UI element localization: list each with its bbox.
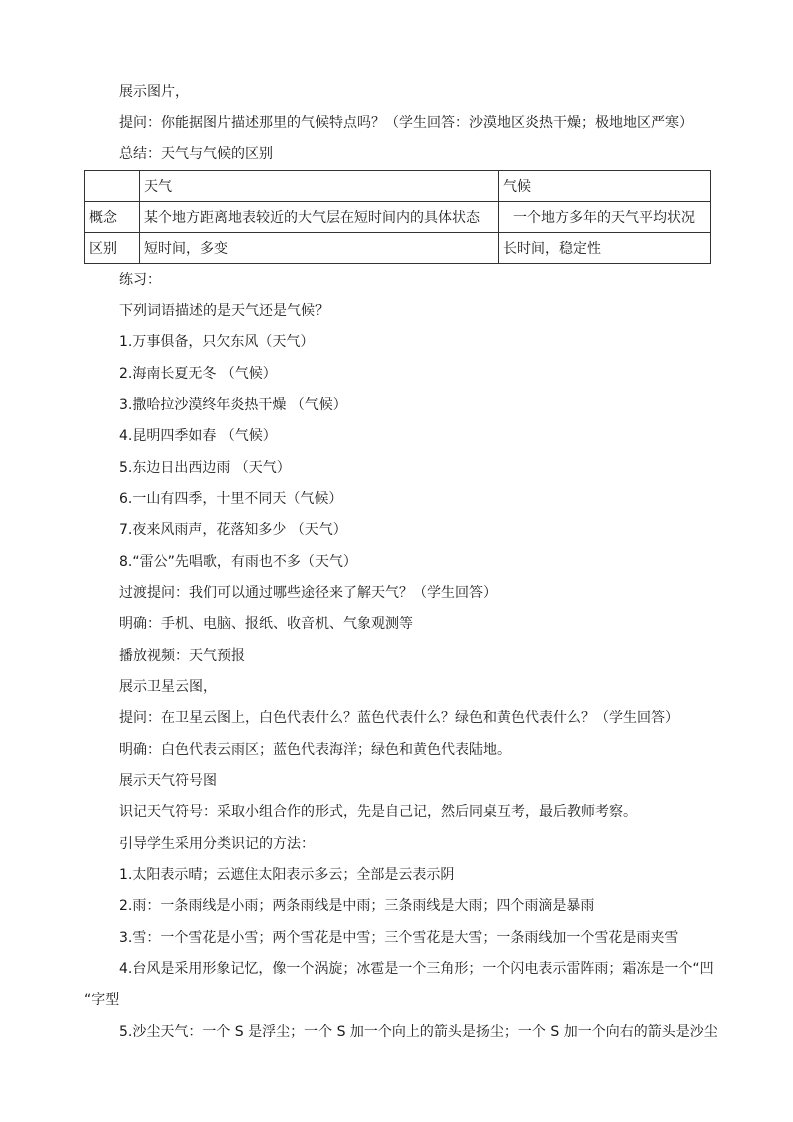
exercise-item: 8.“雷公”先唱歌，有雨也不多（天气） xyxy=(119,554,357,570)
row-label: 概念 xyxy=(85,202,140,233)
symbols-text: 展示天气符号图 xyxy=(119,773,217,789)
guide-text: 引导学生采用分类识记的方法： xyxy=(119,836,315,852)
summary-text: 总结：天气与气候的区别 xyxy=(119,146,273,162)
table-header-cell xyxy=(85,171,140,202)
row-label: 区别 xyxy=(85,233,140,264)
method-item-continued: “字型 xyxy=(84,992,120,1008)
question-text: 提问：你能据图片描述那里的气候特点吗？（学生回答：沙漠地区炎热干燥；极地地区严寒） xyxy=(119,115,693,131)
exercise-item: 5.东边日出西边雨 （天气） xyxy=(119,460,291,476)
table-header-cell: 天气 xyxy=(140,171,499,202)
show-picture-text: 展示图片， xyxy=(119,84,189,100)
exercise-item: 7.夜来风雨声，花落知多少 （天气） xyxy=(119,522,347,538)
table-row xyxy=(85,202,711,233)
question-text: 提问：在卫星云图上，白色代表什么？蓝色代表什么？绿色和黄色代表什么？（学生回答） xyxy=(119,710,679,726)
exercise-item: 2.海南长夏无冬 （气候） xyxy=(119,366,277,382)
climate-cell: 一个地方多年的天气平均状况 xyxy=(499,202,711,233)
exercise-item: 1.万事俱备，只欠东风（天气） xyxy=(119,334,315,350)
table-header-cell: 气候 xyxy=(499,171,711,202)
method-item: 4.台风是采用形象记忆，像一个涡旋；冰雹是一个三角形；一个闪电表示雷阵雨；霜冻是一个“凹 xyxy=(119,961,714,977)
method-item: 5.沙尘天气：一个 S 是浮尘；一个 S 加一个向上的箭头是扬尘；一个 S 加一个向右的箭头是沙尘 xyxy=(119,1024,718,1040)
exercise-item: 4.昆明四季如春 （气候） xyxy=(119,428,277,444)
weather-cell: 某个地方距离地表较近的大气层在短时间内的具体状态 xyxy=(140,202,499,233)
memorize-text: 识记天气符号：采取小组合作的形式，先是自己记，然后同桌互考，最后教师考察。 xyxy=(119,804,637,820)
table-row xyxy=(85,233,711,264)
exercise-title: 练习： xyxy=(119,272,161,288)
comparison-table xyxy=(84,170,711,264)
transition-question: 过渡提问：我们可以通过哪些途径来了解天气？（学生回答） xyxy=(119,585,497,601)
exercise-prompt: 下列词语描述的是天气还是气候？ xyxy=(119,303,329,319)
clarify-text: 明确：白色代表云雨区；蓝色代表海洋；绿色和黄色代表陆地。 xyxy=(119,742,511,758)
exercise-item: 3.撒哈拉沙漠终年炎热干燥 （气候） xyxy=(119,397,347,413)
method-item: 2.雨：一条雨线是小雨；两条雨线是中雨；三条雨线是大雨；四个雨滴是暴雨 xyxy=(119,898,595,914)
clarify-text: 明确：手机、电脑、报纸、收音机、气象观测等 xyxy=(119,616,413,632)
exercise-item: 6.一山有四季，十里不同天（气候） xyxy=(119,491,343,507)
table-header-row xyxy=(85,171,711,202)
method-item: 1.太阳表示晴；云遮住太阳表示多云；全部是云表示阴 xyxy=(119,867,455,883)
climate-cell: 长时间，稳定性 xyxy=(499,233,711,264)
weather-cell: 短时间，多变 xyxy=(140,233,499,264)
method-item: 3.雪：一个雪花是小雪；两个雪花是中雪；三个雪花是大雪；一条雨线加一个雪花是雨夹雪 xyxy=(119,930,679,946)
video-text: 播放视频：天气预报 xyxy=(119,648,245,664)
satellite-text: 展示卫星云图， xyxy=(119,679,217,695)
